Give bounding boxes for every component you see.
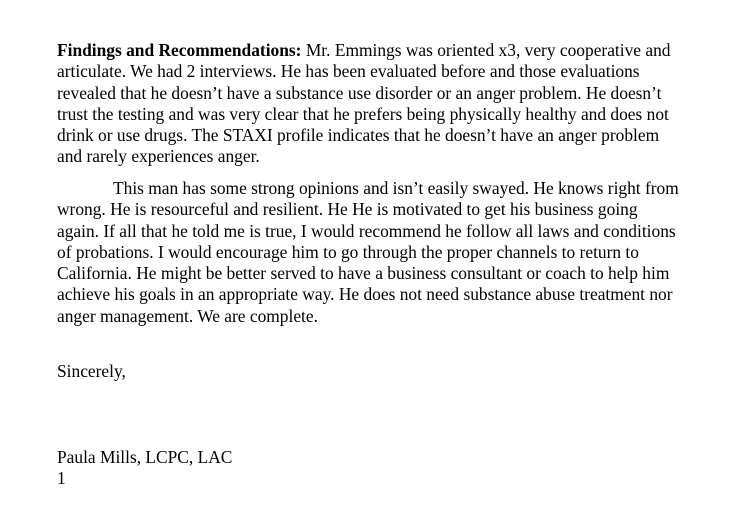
assessment-line-5: California. He might be better served to have a business consultant or coach to help him xyxy=(57,263,670,284)
assessment-line-6: achieve his goals in an appropriate way. He does not need substance abuse treatment nor xyxy=(57,284,673,305)
page-number: 1 xyxy=(57,468,66,488)
assessment-paragraph xyxy=(57,178,717,327)
assessment-line-7: anger management. We are complete. xyxy=(57,305,318,326)
findings-line-5: drink or use drugs. The STAXI profile indicates that he doesn’t have an anger problem xyxy=(57,125,660,146)
findings-line-2: articulate. We had 2 interviews. He has been evaluated before and those evaluations xyxy=(57,61,640,82)
findings-line-6: and rarely experiences anger. xyxy=(57,146,260,167)
findings-line-1 xyxy=(57,40,717,61)
assessment-line-1: This man has some strong opinions and isn’t easily swayed. He knows right from xyxy=(113,178,679,198)
closing-salutation: Sincerely, xyxy=(57,361,126,381)
assessment-line-3: again. If all that he told me is true, I would recommend he follow all laws and conditions xyxy=(57,220,676,241)
findings-label: Findings and Recommendations: xyxy=(57,40,302,60)
signer-name: Paula Mills, LCPC, LAC xyxy=(57,447,233,467)
findings-line-4: trust the testing and was very clear that he prefers being physically healthy and does not xyxy=(57,103,669,124)
findings-paragraph xyxy=(57,40,717,168)
findings-line-1-text: Mr. Emmings was oriented x3, very cooperative and xyxy=(301,40,671,60)
assessment-line-4: of probations. I would encourage him to go through the proper channels to return to xyxy=(57,241,639,262)
assessment-line-2: wrong. He is resourceful and resilient. He He is motivated to get his business going xyxy=(57,199,638,220)
findings-line-3: revealed that he doesn’t have a substance use disorder or an anger problem. He doesn’t xyxy=(57,82,662,103)
